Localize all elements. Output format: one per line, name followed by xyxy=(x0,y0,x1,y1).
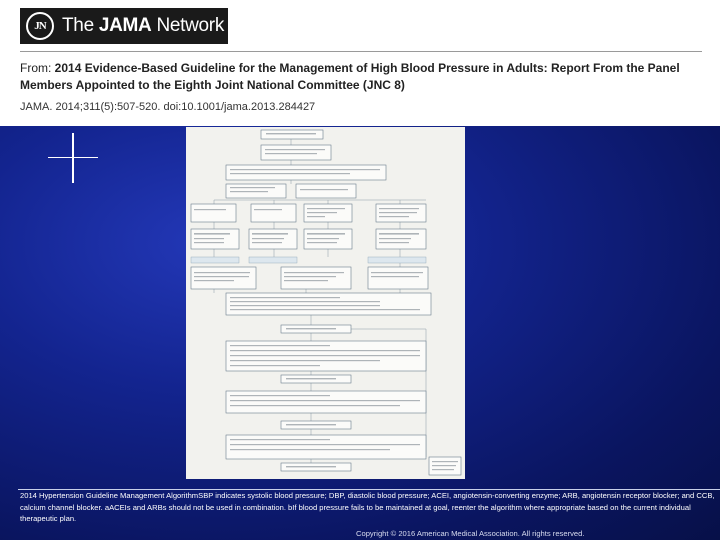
sparkle-decoration xyxy=(72,133,74,183)
algorithm-figure[interactable] xyxy=(186,127,465,479)
header xyxy=(0,0,720,126)
copyright: Copyright © 2016 American Medical Association. All rights reserved. xyxy=(356,529,585,538)
article-title xyxy=(20,60,710,94)
citation: JAMA. 2014;311(5):507-520. doi:10.1001/jama.2013.284427 xyxy=(20,101,316,113)
sparkle-decoration-h xyxy=(48,157,98,158)
figure-caption: 2014 Hypertension Guideline Management AlgorithmSBP indicates systolic blood pressure; DBP, diastolic blood pressure; ACEI, angiotensin-converting enzyme; ARB, angiotensin receptor blocker; and CCB, calcium channel blocker. aACEIs and ARBs should not be used in combination. bIf blood pressure fails to be maintained at goal, reenter the algorithm where appropriate based on the current individual therapeutic plan. xyxy=(20,491,715,523)
flowchart-image xyxy=(186,127,465,479)
header-divider xyxy=(20,51,702,52)
article-title-link[interactable]: 2014 Evidence-Based Guideline for the Management of High Blood Pressure in Adults: Report From the Panel Members Appointed to the Eighth Joint National Committee (JNC 8) xyxy=(20,61,680,92)
jama-network-logo[interactable] xyxy=(20,8,228,44)
from-label: From: xyxy=(20,61,55,75)
jn-logo-icon: JN xyxy=(26,12,54,40)
logo-text: The JAMA Network xyxy=(62,15,225,36)
